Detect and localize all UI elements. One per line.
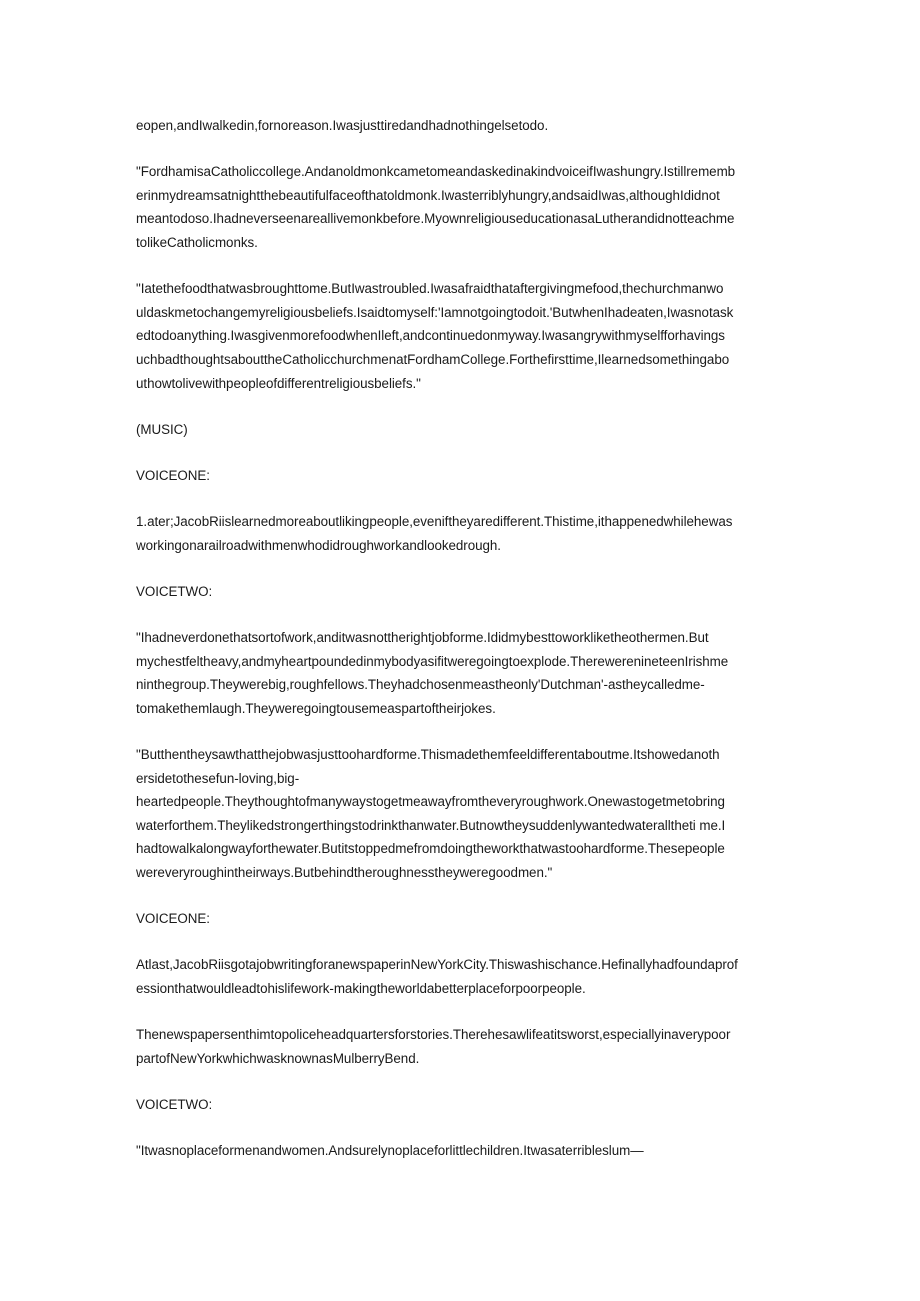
text-line: (MUSIC) [136, 421, 188, 437]
text-line: workingonarailroadwithmenwhodidroughworkandlookedrough. [136, 537, 501, 553]
text-line: 1.ater;JacobRiislearnedmoreaboutlikingpeople,eveniftheyaredifferent.Thistime,ithappenedwhilehewas [136, 514, 733, 530]
text-line: edtodoanything.IwasgivenmorefoodwhenIleft,andcontinuedonmyway.Iwasangrywithmyselfforhavings [136, 328, 725, 344]
text-line: "FordhamisaCatholiccollege.AndanoldmonkcametomeandaskedinakindvoiceifIwashungry.Istillrememb [136, 164, 736, 180]
text-line: VOICEONE: [136, 467, 210, 483]
text-line: VOICEONE: [136, 911, 210, 927]
text-line: VOICETWO: [136, 1096, 213, 1112]
text-line: "Iatethefoodthatwasbroughttome.ButIwastroubled.Iwasafraidthataftergivingmefood,thechurchmanwo [136, 281, 724, 297]
text-line: "Itwasnoplaceformenandwomen.Andsurelynoplaceforlittlechildren.Itwasaterribleslum— [136, 1143, 644, 1159]
text-line: mychestfeltheavy,andmyheartpoundedinmybodyasifitweregoingtoexplode.TherewerenineteenIrishme [136, 653, 729, 669]
text-line: ersidetothesefun-loving,big- [136, 770, 300, 786]
paragraph [136, 953, 788, 1000]
speaker-label [136, 1093, 788, 1117]
speaker-label [136, 580, 788, 604]
paragraph [136, 1139, 788, 1163]
text-line: Thenewspapersenthimtopoliceheadquartersforstories.Therehesawlifeatitsworst,especiallyinaverypoor [136, 1027, 731, 1043]
text-line: uchbadthoughtsabouttheCatholicchurchmenatFordhamCollege.Forthefirsttime,Ilearnedsomethingabo [136, 351, 730, 367]
text-line: tolikeCatholicmonks. [136, 234, 258, 250]
text-line: Atlast,JacobRiisgotajobwritingforanewspaperinNewYorkCity.Thiswashischance.Hefinallyhadfoundaprof [136, 957, 738, 973]
paragraph [136, 160, 788, 254]
text-line: meantodoso.Ihadneverseenareallivemonkbefore.MyownreligiouseducationasaLutherandidnotteachme [136, 211, 735, 227]
paragraph [136, 1023, 788, 1070]
text-line: "Butthentheysawthatthejobwasjusttoohardforme.Thismadethemfeeldifferentaboutme.Itshowedanoth [136, 747, 720, 763]
document-body [136, 114, 788, 1185]
text-line: eopen,andIwalkedin,fornoreason.Iwasjusttiredandhadnothingelsetodo. [136, 118, 549, 133]
text-line: erinmydreamsatnightthebeautifulfaceofthatoldmonk.Iwasterriblyhungry,andsaidIwas,althoughIdidnot [136, 187, 720, 203]
text-line: hadtowalkalongwayforthewater.Butitstoppedmefromdoingtheworkthatwastoohardforme.Thesepeople [136, 841, 725, 857]
text-line: heartedpeople.Theythoughtofmanywaystogetmeawayfromtheveryroughwork.Onewastogetmetobring [136, 794, 725, 810]
text-line: essionthatwouldleadtohislifework-makingtheworldabetterplaceforpoorpeople. [136, 980, 586, 996]
speaker-label [136, 418, 788, 442]
paragraph [136, 277, 788, 395]
text-line: partofNewYorkwhichwasknownasMulberryBend. [136, 1050, 420, 1066]
text-line: uldaskmetochangemyreligiousbeliefs.Isaidtomyself:'Iamnotgoingtodoit.'ButwhenIhadeaten,Iwasnotask [136, 304, 734, 320]
text-line: wereveryroughintheirways.Butbehindtheroughnesstheyweregoodmen." [136, 865, 553, 880]
speaker-label [136, 907, 788, 931]
paragraph [136, 743, 788, 885]
speaker-label [136, 464, 788, 488]
text-line: waterforthem.Theylikedstrongerthingstodrinkthanwater.Butnowtheysuddenlywantedwateralltheti me.I [136, 817, 726, 833]
text-line: VOICETWO: [136, 583, 213, 599]
text-line: uthowtolivewithpeopleofdifferentreligiousbeliefs." [136, 375, 421, 391]
paragraph [136, 510, 788, 557]
paragraph [136, 626, 788, 720]
text-line: ninthegroup.Theywerebig,roughfellows.Theyhadchosenmeastheonly'Dutchman'-astheycalledme- [136, 677, 705, 693]
paragraph [136, 114, 788, 138]
text-line: "Ihadneverdonethatsortofwork,anditwasnottherightjobforme.Ididmybesttoworkliketheothermen.But [136, 630, 709, 646]
text-line: tomakethemlaugh.Theyweregoingtousemeaspartoftheirjokes. [136, 700, 496, 716]
